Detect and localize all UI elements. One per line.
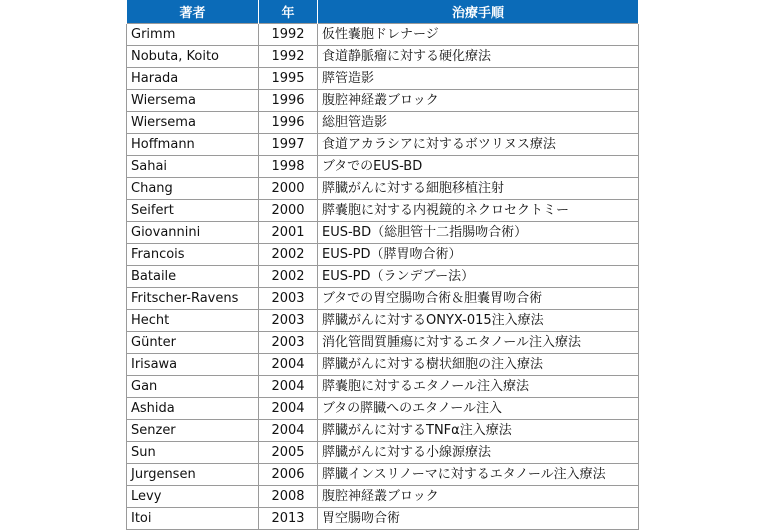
cell-author: Ashida <box>127 398 259 420</box>
cell-author: Harada <box>127 68 259 90</box>
cell-year: 2003 <box>259 288 318 310</box>
cell-procedure: ブタでの胃空腸吻合術＆胆嚢胃吻合術 <box>318 288 639 310</box>
table-row <box>127 68 639 90</box>
cell-procedure: 膵嚢胞に対する内視鏡的ネクロセクトミー <box>318 200 639 222</box>
cell-procedure: 総胆管造影 <box>318 112 639 134</box>
header-row <box>127 0 639 24</box>
cell-author: Gan <box>127 376 259 398</box>
cell-year: 1998 <box>259 156 318 178</box>
cell-procedure: 胃空腸吻合術 <box>318 508 639 530</box>
cell-procedure: ブタでのEUS-BD <box>318 156 639 178</box>
cell-procedure: 腹腔神経叢ブロック <box>318 90 639 112</box>
table-row <box>127 222 639 244</box>
table-row <box>127 310 639 332</box>
cell-procedure: 膵臓がんに対する樹状細胞の注入療法 <box>318 354 639 376</box>
table-row <box>127 420 639 442</box>
cell-author: Nobuta, Koito <box>127 46 259 68</box>
cell-procedure: 食道アカラシアに対するボツリヌス療法 <box>318 134 639 156</box>
cell-author: Günter <box>127 332 259 354</box>
cell-author: Wiersema <box>127 112 259 134</box>
cell-year: 2002 <box>259 244 318 266</box>
cell-procedure: 膵管造影 <box>318 68 639 90</box>
cell-procedure: 消化管間質腫瘍に対するエタノール注入療法 <box>318 332 639 354</box>
cell-year: 2004 <box>259 376 318 398</box>
table-row <box>127 112 639 134</box>
cell-year: 1992 <box>259 46 318 68</box>
cell-author: Itoi <box>127 508 259 530</box>
cell-year: 2004 <box>259 420 318 442</box>
cell-author: Sun <box>127 442 259 464</box>
cell-year: 2004 <box>259 354 318 376</box>
table-row <box>127 486 639 508</box>
table-row <box>127 156 639 178</box>
cell-year: 2013 <box>259 508 318 530</box>
table-row <box>127 266 639 288</box>
header-year: 年 <box>259 0 318 24</box>
table-body <box>127 24 639 530</box>
cell-procedure: 膵臓がんに対するTNFα注入療法 <box>318 420 639 442</box>
cell-year: 2004 <box>259 398 318 420</box>
cell-year: 1995 <box>259 68 318 90</box>
cell-year: 2000 <box>259 178 318 200</box>
cell-year: 2001 <box>259 222 318 244</box>
cell-year: 2003 <box>259 332 318 354</box>
cell-procedure: 仮性嚢胞ドレナージ <box>318 24 639 46</box>
header-author: 著者 <box>127 0 259 24</box>
table-row <box>127 376 639 398</box>
cell-author: Wiersema <box>127 90 259 112</box>
table-row <box>127 442 639 464</box>
history-table <box>126 0 639 530</box>
cell-author: Irisawa <box>127 354 259 376</box>
cell-procedure: ブタの膵臓へのエタノール注入 <box>318 398 639 420</box>
cell-author: Hoffmann <box>127 134 259 156</box>
table-row <box>127 354 639 376</box>
table-row <box>127 24 639 46</box>
cell-procedure: EUS-PD（ランデブー法） <box>318 266 639 288</box>
cell-year: 2000 <box>259 200 318 222</box>
table-row <box>127 200 639 222</box>
cell-year: 2003 <box>259 310 318 332</box>
cell-author: Grimm <box>127 24 259 46</box>
cell-author: Giovannini <box>127 222 259 244</box>
table-row <box>127 288 639 310</box>
cell-procedure: EUS-PD（膵胃吻合術） <box>318 244 639 266</box>
cell-procedure: 膵嚢胞に対するエタノール注入療法 <box>318 376 639 398</box>
table-row <box>127 90 639 112</box>
cell-author: Seifert <box>127 200 259 222</box>
table-row <box>127 508 639 530</box>
cell-year: 2002 <box>259 266 318 288</box>
cell-procedure: EUS-BD（総胆管十二指腸吻合術） <box>318 222 639 244</box>
cell-author: Fritscher-Ravens <box>127 288 259 310</box>
cell-author: Chang <box>127 178 259 200</box>
table-row <box>127 244 639 266</box>
cell-procedure: 膵臓がんに対するONYX-015注入療法 <box>318 310 639 332</box>
cell-author: Levy <box>127 486 259 508</box>
cell-procedure: 食道静脈瘤に対する硬化療法 <box>318 46 639 68</box>
header-procedure: 治療手順 <box>318 0 639 24</box>
cell-procedure: 膵臓インスリノーマに対するエタノール注入療法 <box>318 464 639 486</box>
table-row <box>127 398 639 420</box>
cell-year: 1996 <box>259 112 318 134</box>
table-row <box>127 464 639 486</box>
cell-author: Jurgensen <box>127 464 259 486</box>
cell-year: 1997 <box>259 134 318 156</box>
cell-procedure: 膵臓がんに対する細胞移植注射 <box>318 178 639 200</box>
cell-author: Francois <box>127 244 259 266</box>
cell-year: 1996 <box>259 90 318 112</box>
cell-author: Sahai <box>127 156 259 178</box>
cell-author: Bataile <box>127 266 259 288</box>
cell-year: 2006 <box>259 464 318 486</box>
table-row <box>127 332 639 354</box>
cell-procedure: 腹腔神経叢ブロック <box>318 486 639 508</box>
cell-author: Hecht <box>127 310 259 332</box>
cell-year: 2005 <box>259 442 318 464</box>
cell-year: 2008 <box>259 486 318 508</box>
cell-year: 1992 <box>259 24 318 46</box>
cell-author: Senzer <box>127 420 259 442</box>
table-row <box>127 46 639 68</box>
table-row <box>127 178 639 200</box>
cell-procedure: 膵臓がんに対する小線源療法 <box>318 442 639 464</box>
table-row <box>127 134 639 156</box>
